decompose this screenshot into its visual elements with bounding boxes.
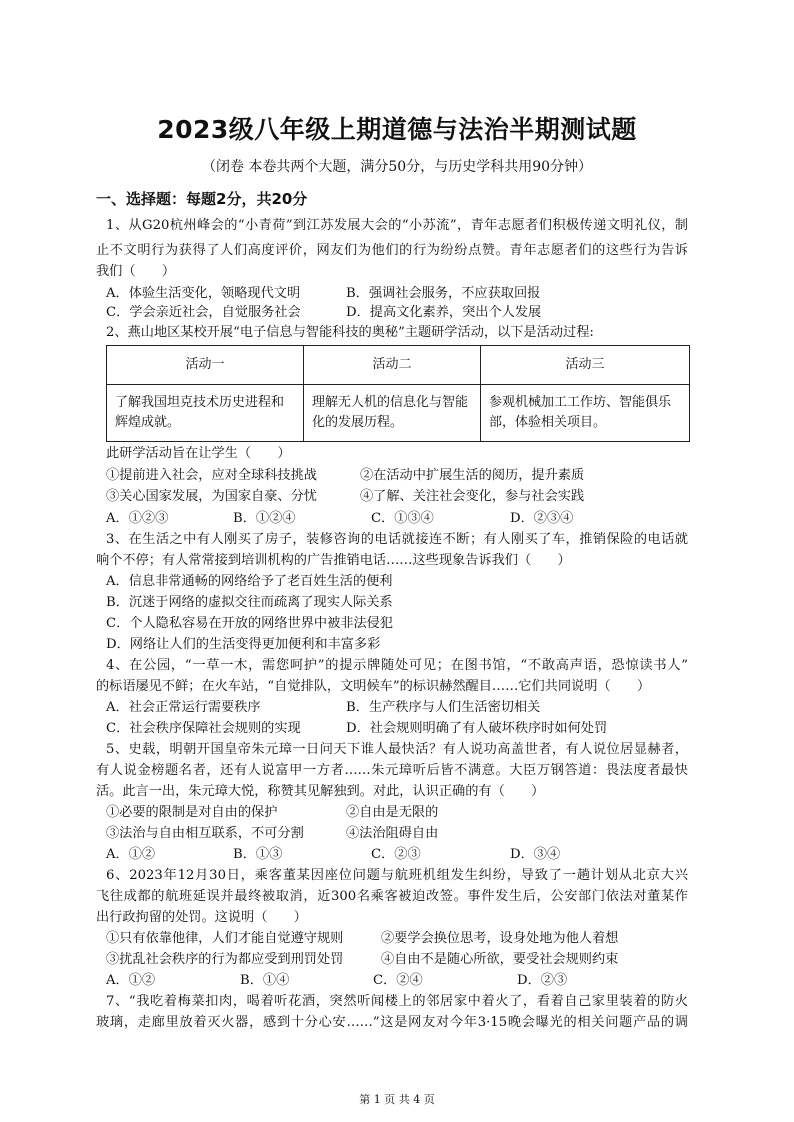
q2-option-d: D．②③④ bbox=[510, 511, 574, 526]
q4-line-2: 的标语屡见不鲜；在火车站，“自觉排队，文明候车”的标识赫然醒目……它们共同说明（ ） bbox=[96, 679, 651, 694]
q1-line-1: 1、从G20杭州峰会的“小青荷”到江苏发展大会的“小苏流”，青年志愿者们积极传递文明礼仪，制 bbox=[106, 218, 688, 233]
q5-line-2: 有人说金榜题名者，还有人说富甲一方者……朱元璋听后皆不满意。大臣万钢答道：畏法度者最快 bbox=[96, 763, 688, 778]
q6-statement-3: ③扰乱社会秩序的行为都应受到刑罚处罚 bbox=[106, 952, 344, 967]
q4-option-a: A．社会正常运行需要秩序 bbox=[106, 700, 261, 715]
q2-option-b: B．①②④ bbox=[233, 511, 296, 526]
q7-line-2: 玻璃，走廊里放着灭火器，感到十分心安……”这是网友对今年3·15晚会曝光的相关问题产品的调 bbox=[96, 1015, 688, 1030]
activity-table-header: 活动一 bbox=[107, 346, 304, 385]
q5-statement-1: ①必要的限制是对自由的保护 bbox=[106, 805, 278, 820]
activity-table-header: 活动二 bbox=[304, 346, 481, 385]
activity-table-header: 活动三 bbox=[481, 346, 690, 385]
q3-option-c: C．个人隐私容易在开放的网络世界中被非法侵犯 bbox=[106, 616, 394, 631]
q4-option-c: C．社会秩序保障社会规则的实现 bbox=[106, 721, 301, 736]
q2-stem: 此研学活动旨在让学生（ ） bbox=[106, 446, 291, 461]
q2-statement-4: ④了解、关注社会变化，参与社会实践 bbox=[360, 489, 585, 504]
q3-option-a: A．信息非常通畅的网络给予了老百姓生活的便利 bbox=[106, 574, 393, 589]
q6-statement-4: ④自由不是随心所欲，要受社会规则约束 bbox=[381, 952, 619, 967]
q4-option-d: D．社会规则明确了有人破坏秩序时如何处罚 bbox=[346, 721, 608, 736]
q6-line-2: 飞往成都的航班延误并最终被取消，近300名乘客被迫改签。事件发生后，公安部门依法对董某作 bbox=[96, 889, 688, 904]
q2-option-c: C．①③④ bbox=[371, 511, 434, 526]
q3-option-d: D．网络让人们的生活变得更加便利和丰富多彩 bbox=[106, 637, 381, 652]
q6-option-c: C．②④ bbox=[373, 973, 423, 988]
q5-statement-4: ④法治阻碍自由 bbox=[346, 826, 439, 841]
q3-line-1: 3、在生活之中有人刚买了房子，装修咨询的电话就接连不断；有人刚买了车，推销保险的电话就 bbox=[106, 532, 688, 547]
q5-line-3: 活。此言一出，朱元璋大悦，称赞其见解独到。对此，认识正确的有（ ） bbox=[96, 784, 545, 799]
q6-line-1: 6、2023年12月30日，乘客董某因座位问题与航班机组发生纠纷，导致了一趟计划从北京大兴 bbox=[106, 868, 688, 883]
q5-option-b: B．①③ bbox=[233, 847, 283, 862]
q5-statement-3: ③法治与自由相互联系，不可分割 bbox=[106, 826, 304, 841]
activity-table bbox=[106, 345, 690, 442]
activity-table-cell: 了解我国坦克技术历史进程和辉煌成就。 bbox=[107, 385, 304, 442]
q1-option-d: D．提高文化素养，突出个人发展 bbox=[346, 305, 542, 320]
q2-line-1: 2、燕山地区某校开展“电子信息与智能科技的奥秘”主题研学活动，以下是活动过程: bbox=[106, 325, 594, 340]
exam-title: 2023级八年级上期道德与法治半期测试题 bbox=[157, 115, 637, 144]
activity-table-row bbox=[107, 385, 690, 442]
q2-statement-2: ②在活动中扩展生活的阅历，提升素质 bbox=[360, 468, 585, 483]
q6-option-b: B．①④ bbox=[240, 973, 290, 988]
q2-statement-1: ①提前进入社会，应对全球科技挑战 bbox=[106, 468, 317, 483]
q3-line-2: 响个不停；有人常常接到培训机构的广告推销电话……这些现象告诉我们（ ） bbox=[96, 553, 571, 568]
q6-option-d: D．②③ bbox=[517, 973, 568, 988]
q1-option-b: B．强调社会服务，不应获取回报 bbox=[346, 286, 541, 301]
q5-option-d: D．③④ bbox=[510, 847, 561, 862]
q1-line-3: 我们（ ） bbox=[96, 264, 176, 279]
q1-option-c: C．学会亲近社会，自觉服务社会 bbox=[106, 305, 301, 320]
q1-option-a: A．体验生活变化，领略现代文明 bbox=[106, 286, 301, 301]
q6-line-3: 出行政拘留的处罚。这说明（ ） bbox=[96, 910, 307, 925]
activity-table-cell: 参观机械加工工作坊、智能俱乐部，体验相关项目。 bbox=[481, 385, 690, 442]
q7-line-1: 7、“我吃着梅菜扣肉，喝着听花酒，突然听闻楼上的邻居家中着火了，看着自己家里装着的防火 bbox=[106, 994, 688, 1009]
q2-statement-3: ③关心国家发展，为国家自豪、分忧 bbox=[106, 489, 317, 504]
q1-line-2: 止不文明行为获得了人们高度评价，网友们为他们的行为纷纷点赞。青年志愿者们的这些行为告诉 bbox=[96, 243, 688, 258]
exam-subtitle: （闭卷 本卷共两个大题，满分50分，与历史学科共用90分钟） bbox=[201, 159, 593, 175]
page-footer: 第 1 页 共 4 页 bbox=[359, 1093, 435, 1106]
q6-option-a: A．①② bbox=[106, 973, 156, 988]
q5-line-1: 5、史载，明朝开国皇帝朱元璋一日问天下谁人最快活？有人说功高盖世者，有人说位居显赫者， bbox=[106, 742, 688, 757]
q5-statement-2: ②自由是无限的 bbox=[346, 805, 439, 820]
activity-table-header-row bbox=[107, 346, 690, 385]
q5-option-c: C．②③ bbox=[371, 847, 421, 862]
q3-option-b: B．沉迷于网络的虚拟交往而疏离了现实人际关系 bbox=[106, 595, 393, 610]
activity-table-cell: 理解无人机的信息化与智能化的发展历程。 bbox=[304, 385, 481, 442]
q4-option-b: B．生产秩序与人们生活密切相关 bbox=[346, 700, 541, 715]
q4-line-1: 4、在公园，“一草一木，需您呵护”的提示牌随处可见；在图书馆，“不敢高声语，恐惊读书人” bbox=[106, 658, 688, 673]
section-heading: 一、选择题：每题2分，共20分 bbox=[96, 190, 308, 208]
q6-statement-2: ②要学会换位思考，设身处地为他人着想 bbox=[381, 931, 619, 946]
q2-option-a: A．①②③ bbox=[106, 511, 169, 526]
q6-statement-1: ①只有依靠他律，人们才能自觉遵守规则 bbox=[106, 931, 344, 946]
q5-option-a: A．①② bbox=[106, 847, 156, 862]
